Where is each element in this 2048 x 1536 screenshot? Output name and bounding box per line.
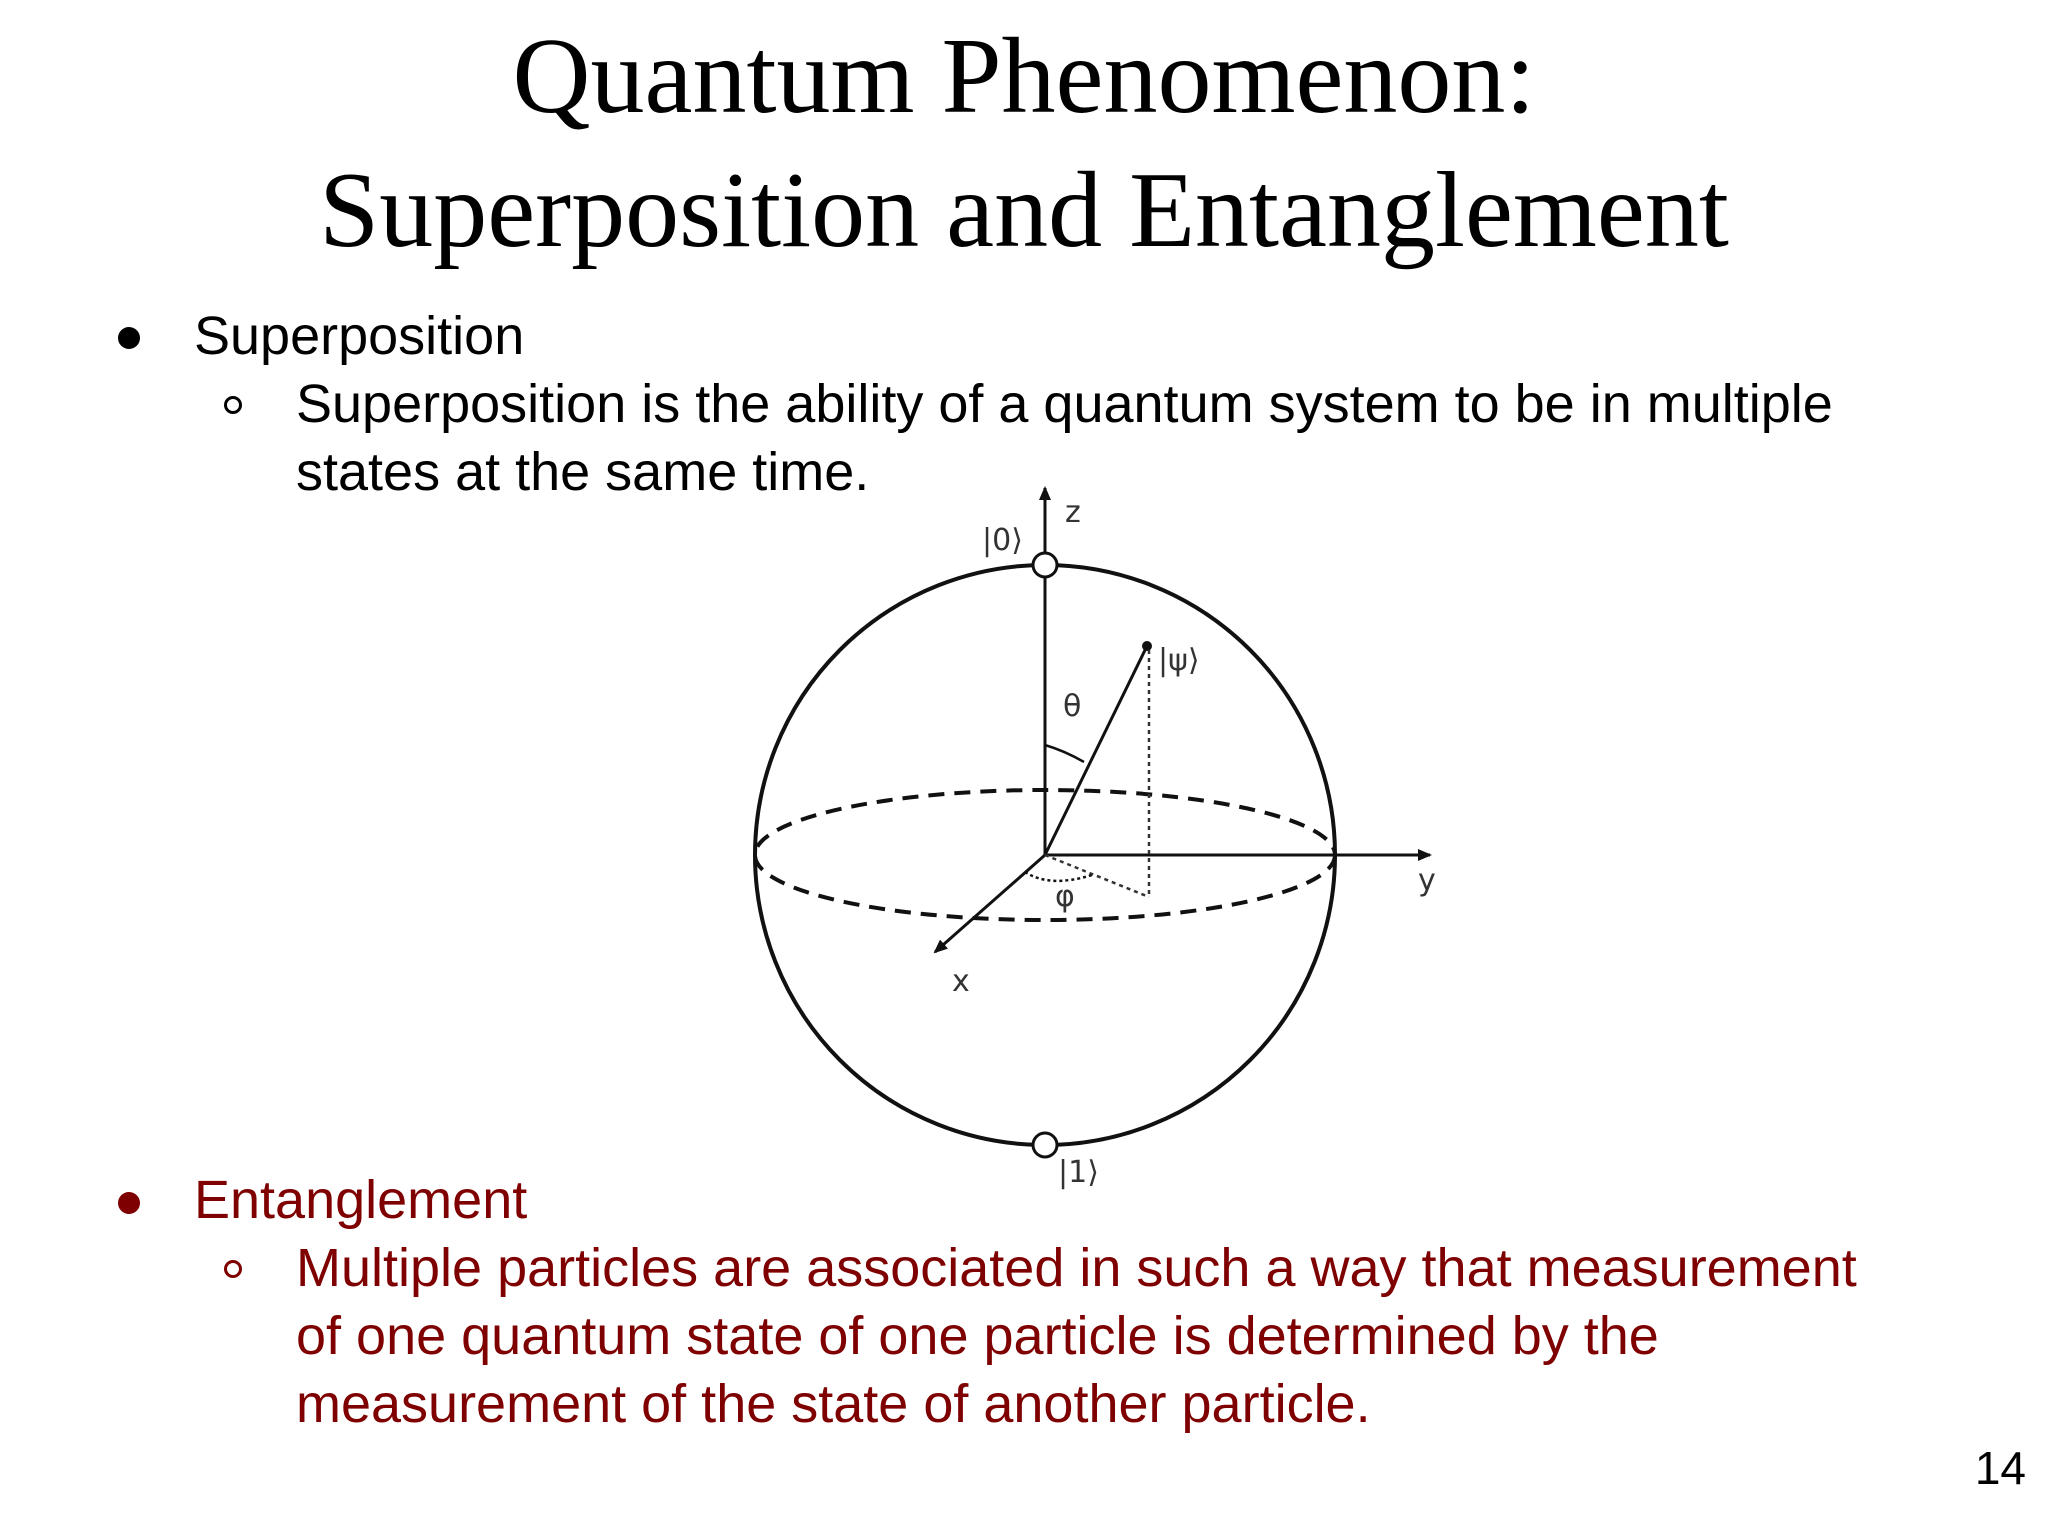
- ket0-label: |0⟩: [982, 523, 1023, 558]
- theta-label: θ: [1063, 689, 1082, 724]
- x-axis: [935, 855, 1045, 952]
- psi-point: [1142, 641, 1152, 651]
- phi-label: φ: [1055, 879, 1075, 914]
- entanglement-heading: Entanglement: [194, 1170, 528, 1230]
- ket0-pole: [1033, 553, 1057, 577]
- superposition-sub-bullet-icon: [224, 396, 242, 414]
- bloch-sphere-diagram: [740, 470, 1460, 1210]
- superposition-bullet-icon: [118, 327, 140, 349]
- ket1-pole: [1033, 1133, 1057, 1157]
- superposition-heading: Superposition: [194, 306, 525, 366]
- x-axis-label: x: [952, 964, 970, 999]
- psi-label: |ψ⟩: [1158, 643, 1200, 678]
- entanglement-definition-line-2: of one quantum state of one particle is determined by the: [296, 1306, 1659, 1366]
- entanglement-sub-bullet-icon: [224, 1260, 242, 1278]
- entanglement-bullet-icon: [118, 1192, 140, 1214]
- page-number: 14: [1974, 1442, 2026, 1494]
- slide-title-line-1: Quantum Phenomenon:: [512, 17, 1536, 136]
- ket1-label: |1⟩: [1058, 1155, 1099, 1190]
- superposition-definition-line-2: states at the same time.: [296, 442, 870, 502]
- y-axis-label: y: [1418, 863, 1436, 898]
- z-axis-label: z: [1065, 495, 1081, 530]
- entanglement-definition-line-1: Multiple particles are associated in such a way that measurement: [296, 1238, 1857, 1298]
- theta-arc: [1045, 745, 1084, 762]
- entanglement-definition-line-3: measurement of the state of another particle.: [296, 1374, 1371, 1434]
- superposition-definition-line-1: Superposition is the ability of a quantum system to be in multiple: [296, 374, 1833, 434]
- slide-title-line-2: Superposition and Entanglement: [319, 151, 1729, 270]
